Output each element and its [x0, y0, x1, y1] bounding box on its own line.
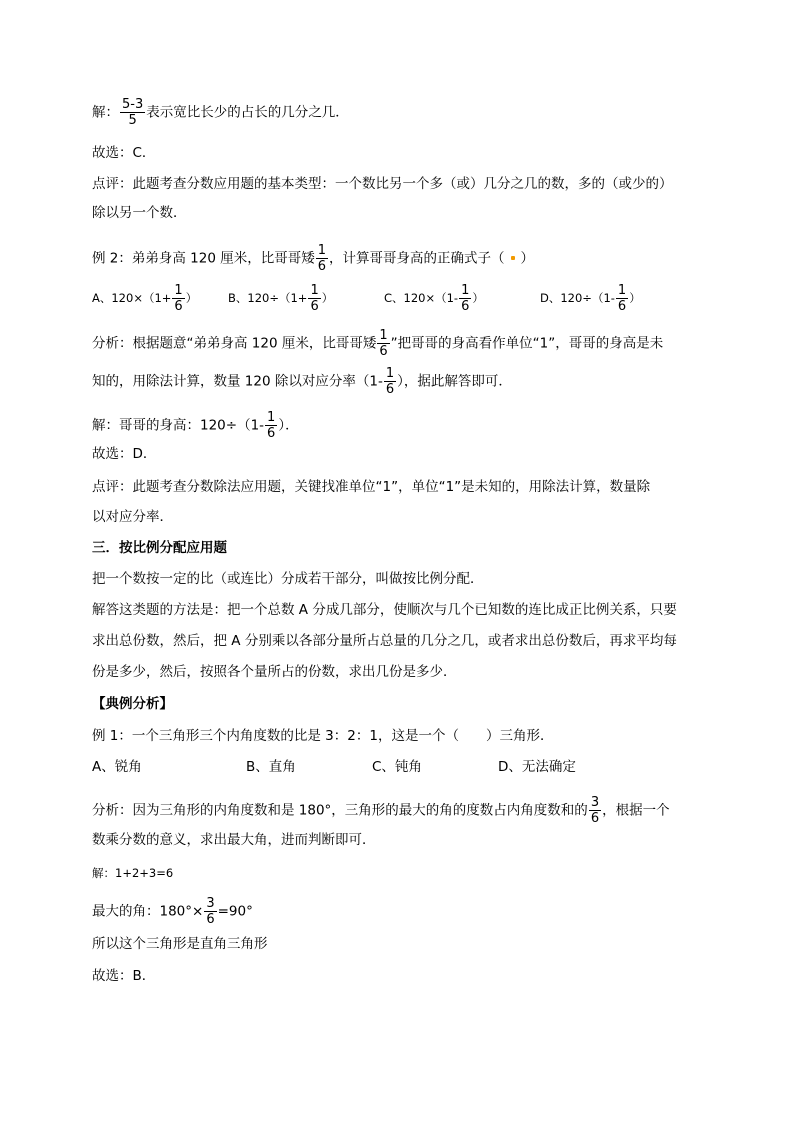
fraction: [316, 243, 328, 274]
fraction-denominator: 6: [174, 299, 183, 314]
fraction: [589, 795, 601, 826]
fraction: [172, 283, 184, 314]
answer-line: 故选：D．: [92, 446, 157, 462]
solution-text: ）．: [278, 417, 299, 434]
option-text: B、120÷（1+: [228, 291, 308, 305]
analysis-text: ，根据一个: [602, 802, 670, 819]
example1-question: 例 1：一个三角形三个内角度数的比是 3：2：1，这是一个（ ）三角形．: [92, 728, 554, 744]
typical-analysis-heading: 【典例分析】: [92, 696, 173, 712]
option-d: [540, 283, 641, 314]
definition-text: 把一个数按一定的比（或连比）分成若干部分，叫做按比例分配．: [92, 571, 484, 587]
analysis-text: ”把哥哥的身高看作单位“1”，哥哥的身高是未: [390, 335, 664, 352]
option-b: [228, 283, 333, 314]
fraction-numerator: 1: [617, 283, 627, 298]
fraction-numerator: 5-3: [122, 97, 144, 112]
fraction-numerator: 1: [385, 366, 395, 381]
solution-text: 解：哥哥的身高：120÷（1-: [92, 417, 265, 434]
question-text: 例 2：弟弟身高 120 厘米，比哥哥矮: [92, 250, 315, 267]
option-c: [384, 283, 484, 314]
example1-solution-line-2: [92, 896, 704, 927]
example2-question: [92, 243, 704, 274]
option-text: ）: [472, 291, 484, 305]
fraction-numerator: 1: [267, 410, 276, 425]
example1-solution-line-1: 解：1+2+3=6: [92, 866, 174, 880]
analysis-text: ），据此解答即可．: [397, 373, 512, 390]
example1-solution-line-3: 所以这个三角形是直角三角形: [92, 936, 268, 952]
comment-line-2: 除以另一个数．: [92, 205, 187, 221]
method-line-1: 解答这类题的方法是：把一个总数 A 分成几部分，使顺次与几个已知数的连比成正比例关系，只要: [92, 602, 677, 618]
fraction-denominator: 5: [120, 112, 145, 128]
fraction-denominator: 6: [206, 912, 215, 927]
fraction-denominator: 6: [617, 299, 627, 314]
option-text: ）: [321, 291, 334, 305]
option-text: A、120×（1+: [92, 291, 172, 305]
option-text: ）: [185, 291, 198, 305]
comment-line-1: 点评：此题考查分数除法应用题，关键找准单位“1”，单位“1”是未知的，用除法计算，数量除: [92, 479, 651, 495]
fraction-numerator: 3: [590, 795, 600, 810]
example2-analysis-line-2: [92, 366, 704, 397]
example2-solution: [92, 410, 704, 441]
analysis-text: 分析：因为三角形的内角度数和是 180°，三角形的最大的角的度数占内角度数和的: [92, 802, 588, 819]
fraction-denominator: 6: [379, 344, 388, 359]
example2-analysis-line-1: [92, 328, 704, 359]
question-text: ，计算哥哥身高的正确式子（: [329, 250, 505, 267]
fraction-numerator: 1: [317, 243, 327, 258]
fraction: [384, 366, 396, 397]
solution-line: [92, 97, 704, 128]
fraction-denominator: 6: [590, 811, 600, 826]
answer-line: 故选：B．: [92, 968, 156, 984]
fraction: [616, 283, 628, 314]
solution-text: 最大的角：180°×: [92, 903, 204, 920]
fraction: [265, 410, 277, 441]
fraction: [308, 283, 320, 314]
solution-label: 解：: [92, 104, 119, 121]
solution-text: 表示宽比长少的占长的几分之几．: [146, 104, 349, 121]
option-d: D、无法确定: [498, 759, 576, 775]
example1-analysis-line-2: 数乘分数的意义，求出最大角，进而判断即可．: [92, 832, 376, 848]
example1-analysis-line-1: [92, 795, 704, 826]
fraction-numerator: 1: [461, 283, 470, 298]
comment-line-2: 以对应分率．: [92, 509, 173, 525]
fraction-numerator: 1: [379, 328, 388, 343]
comment-line-1: 点评：此题考查分数应用题的基本类型：一个数比另一个多（或）几分之几的数，多的（或少的）: [92, 176, 673, 192]
option-text: ）: [629, 291, 641, 305]
option-a: A、锐角: [92, 759, 142, 775]
option-text: C、120×（1-: [384, 291, 459, 305]
method-line-3: 份是多少，然后，按照各个量所占的份数，求出几份是多少．: [92, 664, 457, 680]
fraction-numerator: 3: [206, 896, 215, 911]
option-a: [92, 283, 197, 314]
fraction-numerator: 1: [174, 283, 183, 298]
question-text: ）: [520, 250, 535, 267]
analysis-text: 分析：根据题意“弟弟身高 120 厘米，比哥哥矮: [92, 335, 377, 352]
fraction-denominator: 6: [267, 426, 276, 441]
option-c: C、钝角: [372, 759, 422, 775]
answer-line: 故选：C．: [92, 145, 156, 161]
fraction-denominator: 6: [310, 299, 319, 314]
fraction-denominator: 6: [385, 382, 395, 397]
fraction: [459, 283, 471, 314]
fraction: [204, 896, 216, 927]
fraction-denominator: 6: [317, 259, 327, 274]
answer-blank-marker: [511, 256, 515, 260]
fraction: [120, 97, 145, 128]
method-line-2: 求出总份数，然后，把 A 分别乘以各部分量所占总量的几分之几，或者求出总份数后，再求平均每: [92, 633, 677, 649]
option-b: B、直角: [246, 759, 296, 775]
fraction-denominator: 6: [461, 299, 470, 314]
section-heading: 三．按比例分配应用题: [92, 540, 227, 556]
fraction-numerator: 1: [310, 283, 319, 298]
solution-text: =90°: [217, 903, 253, 920]
option-text: D、120÷（1-: [540, 291, 615, 305]
fraction: [377, 328, 389, 359]
analysis-text: 知的，用除法计算，数量 120 除以对应分率（1-: [92, 373, 383, 390]
